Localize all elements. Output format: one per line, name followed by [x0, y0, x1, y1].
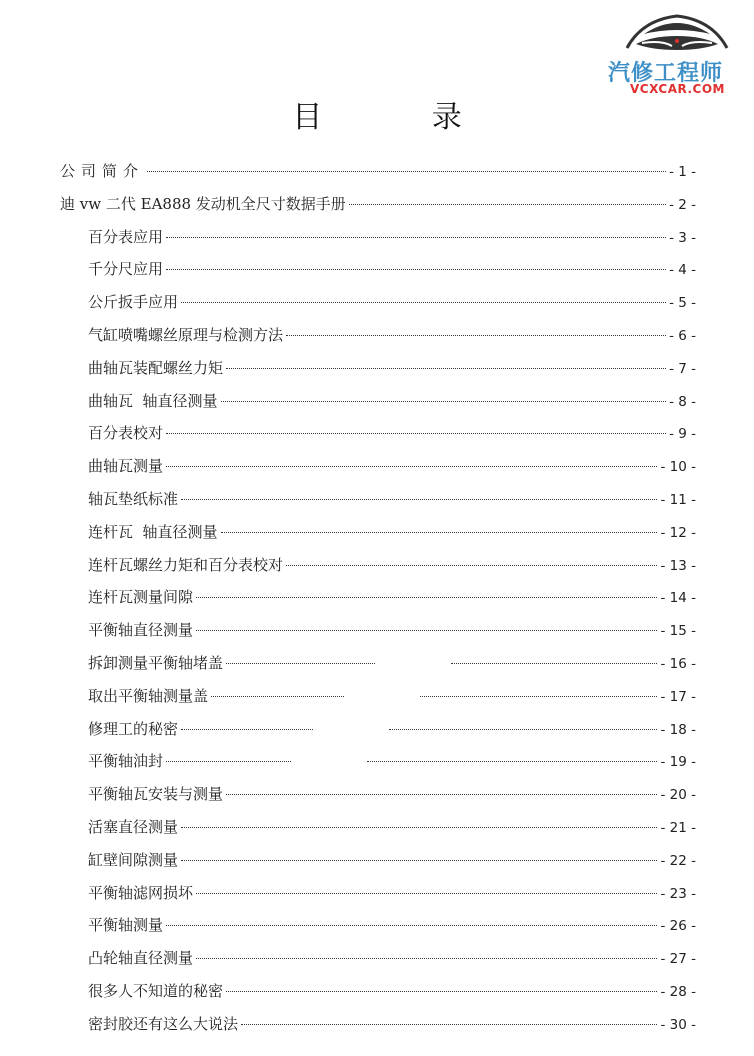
dot-leader [226, 663, 375, 664]
toc-page-number: - 22 - [660, 852, 696, 869]
toc-entry-title: 密封胶还有这么大说法 [88, 1014, 239, 1033]
toc-page-number: - 1 - [669, 164, 696, 180]
toc-page-number: - 20 - [660, 787, 696, 804]
toc-entry-title: 平衡轴滤网损坏 [88, 883, 194, 902]
toc-page-number: - 5 - [669, 295, 696, 312]
dot-leader [196, 893, 657, 894]
toc-entry-title: 活塞直径测量 [88, 817, 179, 836]
toc-entry[interactable] [60, 193, 696, 226]
toc-entry-title: 轴瓦垫纸标准 [88, 489, 179, 508]
toc-entry[interactable] [60, 422, 696, 455]
toc-entry[interactable] [60, 226, 696, 259]
table-of-contents [60, 160, 696, 1046]
toc-page-number: - 21 - [660, 819, 696, 836]
dot-leader [147, 171, 666, 172]
dot-leader [196, 630, 657, 631]
logo-name-cn: 汽修工程师 [608, 61, 724, 86]
toc-entry[interactable] [60, 521, 696, 554]
toc-entry-title: 平衡轴油封 [88, 752, 164, 771]
toc-page-number: - 28 - [660, 983, 696, 1000]
dot-leader [166, 925, 657, 926]
toc-entry-title: 缸壁间隙测量 [88, 850, 179, 869]
dot-leader [166, 761, 291, 762]
toc-page-number: - 12 - [660, 524, 696, 541]
toc-entry[interactable] [60, 980, 696, 1013]
toc-entry[interactable] [60, 816, 696, 849]
dot-leader [241, 1024, 657, 1025]
toc-page-number: - 10 - [660, 459, 696, 476]
toc-entry[interactable] [60, 882, 696, 915]
toc-entry[interactable] [60, 718, 696, 751]
dot-leader [166, 237, 666, 238]
dot-leader [181, 827, 657, 828]
toc-entry-title: 凸轮轴直径测量 [88, 949, 194, 968]
dot-leader [196, 958, 657, 959]
toc-entry[interactable] [60, 357, 696, 390]
dot-leader [181, 729, 313, 730]
toc-page-number: - 18 - [660, 721, 696, 738]
toc-entry-title: 曲轴瓦装配螺丝力矩 [88, 358, 224, 377]
dot-leader [196, 597, 657, 598]
toc-entry[interactable] [60, 685, 696, 718]
dot-leader [286, 565, 657, 566]
toc-entry-title: 连杆瓦测量间隙 [88, 588, 194, 607]
dot-leader [211, 696, 344, 697]
dot-leader [166, 433, 666, 434]
dot-leader [221, 401, 667, 402]
toc-entry[interactable] [60, 488, 696, 521]
toc-page-number: - 7 - [669, 360, 696, 377]
toc-entry-title: 连杆瓦 轴直径测量 [88, 522, 218, 541]
toc-entry-title: 平衡轴直径测量 [88, 621, 194, 640]
logo-url: VCXCAR.COM [630, 82, 725, 96]
toc-page-number: - 15 - [660, 623, 696, 640]
toc-entry[interactable] [60, 160, 696, 193]
toc-entry-title: 公斤扳手应用 [88, 293, 179, 312]
toc-entry[interactable] [60, 914, 696, 947]
toc-entry[interactable] [60, 652, 696, 685]
toc-page-number: - 4 - [669, 262, 696, 279]
toc-entry-title: 修理工的秘密 [88, 719, 179, 738]
toc-entry-title: 曲轴瓦 轴直径测量 [88, 391, 218, 410]
toc-entry-title: 拆卸测量平衡轴堵盖 [88, 653, 224, 672]
dot-leader [181, 302, 666, 303]
toc-page-number: - 30 - [660, 1016, 696, 1033]
toc-entry[interactable] [60, 291, 696, 324]
toc-entry[interactable] [60, 455, 696, 488]
dot-leader [286, 335, 666, 336]
toc-entry[interactable] [60, 586, 696, 619]
toc-page-number: - 16 - [660, 655, 696, 672]
toc-entry-title: 百分表应用 [88, 227, 164, 246]
toc-entry-title: 连杆瓦螺丝力矩和百分表校对 [88, 555, 284, 574]
toc-entry-title: 气缸喷嘴螺丝原理与检测方法 [88, 325, 284, 344]
vcxcar-logo [604, 10, 754, 96]
dot-leader [166, 466, 657, 467]
toc-page-number: - 2 - [669, 196, 696, 213]
toc-entry-title: 取出平衡轴测量盖 [88, 686, 209, 705]
toc-entry-title: 平衡轴测量 [88, 916, 164, 935]
dot-leader [221, 532, 658, 533]
toc-entry-title: 百分表校对 [88, 424, 164, 443]
toc-page-number: - 3 - [669, 229, 696, 246]
dot-leader [451, 663, 657, 664]
dot-leader [226, 368, 666, 369]
toc-page-number: - 14 - [660, 590, 696, 607]
toc-entry[interactable] [60, 554, 696, 587]
toc-page-number: - 8 - [669, 393, 696, 410]
dot-leader [389, 729, 657, 730]
toc-page-number: - 11 - [660, 491, 696, 508]
toc-page-number: - 13 - [660, 557, 696, 574]
dot-leader [226, 991, 657, 992]
toc-entry[interactable] [60, 750, 696, 783]
toc-entry-title: 公司简介 [60, 162, 145, 180]
dot-leader [367, 761, 658, 762]
toc-page-number: - 27 - [660, 951, 696, 968]
toc-entry[interactable] [60, 390, 696, 423]
toc-page-number: - 17 - [660, 688, 696, 705]
toc-page-number: - 9 - [669, 426, 696, 443]
toc-page-number: - 26 - [660, 918, 696, 935]
dot-leader [181, 860, 657, 861]
toc-entry[interactable] [60, 783, 696, 816]
toc-entry-title: 迪 vw 二代 EA888 发动机全尺寸数据手册 [60, 194, 346, 213]
dot-leader [420, 696, 657, 697]
dot-leader [181, 499, 657, 500]
dot-leader [226, 794, 657, 795]
toc-entry-title: 平衡轴瓦安装与测量 [88, 785, 224, 804]
toc-entry[interactable] [60, 947, 696, 980]
toc-entry[interactable] [60, 619, 696, 652]
toc-entry-title: 千分尺应用 [88, 260, 164, 279]
toc-entry[interactable] [60, 258, 696, 291]
toc-entry[interactable] [60, 1013, 696, 1046]
toc-entry[interactable] [60, 324, 696, 357]
page-title: 目 录 [292, 100, 512, 135]
toc-entry-title: 曲轴瓦测量 [88, 457, 164, 476]
toc-page-number: - 6 - [669, 327, 696, 344]
toc-page-number: - 19 - [660, 754, 696, 771]
dot-leader [166, 269, 666, 270]
dot-leader [349, 204, 666, 205]
toc-entry-title: 很多人不知道的秘密 [88, 981, 224, 1000]
car-icon [622, 10, 732, 56]
toc-page-number: - 23 - [660, 885, 696, 902]
toc-entry[interactable] [60, 849, 696, 882]
